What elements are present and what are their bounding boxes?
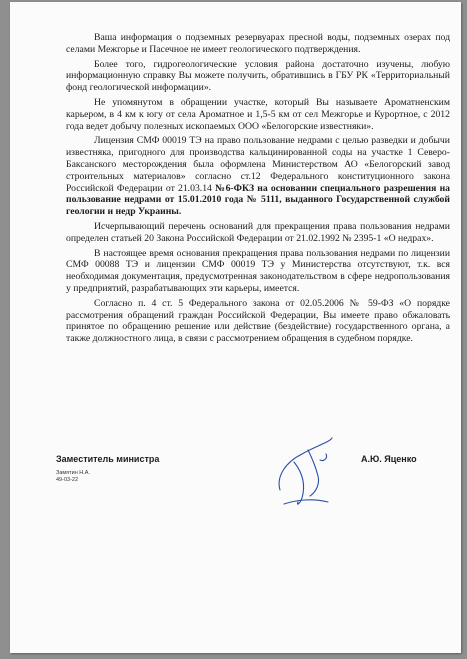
paragraph-hydrogeology: Более того, гидрогеологические условия района достаточно изучены, любую информационную справку Вы можете получить, обратившись в ГБУ РК «Территориальный фонд геологической информации». [66,58,450,94]
paragraph-current-status: В настоящее время основания прекращения права пользования недрами по лицензии СМФ 00088 ТЭ и лицензии СМФ 00019 ТЭ у Министерства отсутствуют, т.к. вся необходимая документация, предусмотренная законодательством в сфере недропользования у предприятий, разрабатывающих эти карьеры, имеется. [66,247,450,294]
signer-name: А.Ю. Яценко [361,454,417,464]
paragraph-quarry: Не упомянутом в обращении участке, который Вы называете Ароматненским карьером, в 4 км к югу от села Ароматное и 1,5-5 км от сел Межгорье и Курортное, с 2012 года ведет добычу полезных ископаемых ООО «Белогорские известняки». [66,96,450,132]
license-bold-text: №6-ФКЗ на основании специального разрешения на пользование недрами от 15.01.2010 года № 5111, выданного Государственной службой геологии и недр Украины. [66,182,450,218]
handwritten-signature [272,432,342,510]
executor-info [56,470,90,484]
paragraph-appeal-rights: Согласно п. 4 ст. 5 Федерального закона от 02.05.2006 № 59-ФЗ «О порядке рассмотрения обращений граждан Российской Федерации, Вы имеете право обжаловать принятое по обращению решение или действие (бездействие) государственного органа, а также должностного лица, в связи с рассмотрением обращения в судебном порядке. [66,297,450,345]
license-text: Лицензия СМФ 00019 ТЭ на право пользование недрами с целью разведки и добычи известняка, пригодного для производства кальцинированной соды на участке 1 Северо-Баксанского месторождения была оформлена Министерством АО «Белогорский завод строительных материалов» согласно ст.12 Федерального конституционного закона Российской Федерации от 21.03.14 [66,135,450,194]
paragraph-resources: Ваша информация о подземных резервуарах пресной воды, подземных озерах под селами Межгорье и Пасечное не имеет геологического подтверждения. [66,32,450,55]
paragraph-grounds: Исчерпывающий перечень оснований для прекращения права пользования недрами определен статьей 20 Закона Российской Федерации от 21.02.1992 № 2395-1 «О недрах». [66,220,450,244]
letter-body [66,32,450,348]
executor-name: Замятин Н.А. [56,470,90,476]
executor-phone: 49-03-22 [56,477,79,483]
document-page [10,2,461,653]
signer-title: Заместитель министра [56,454,160,464]
paragraph-license [66,135,450,218]
